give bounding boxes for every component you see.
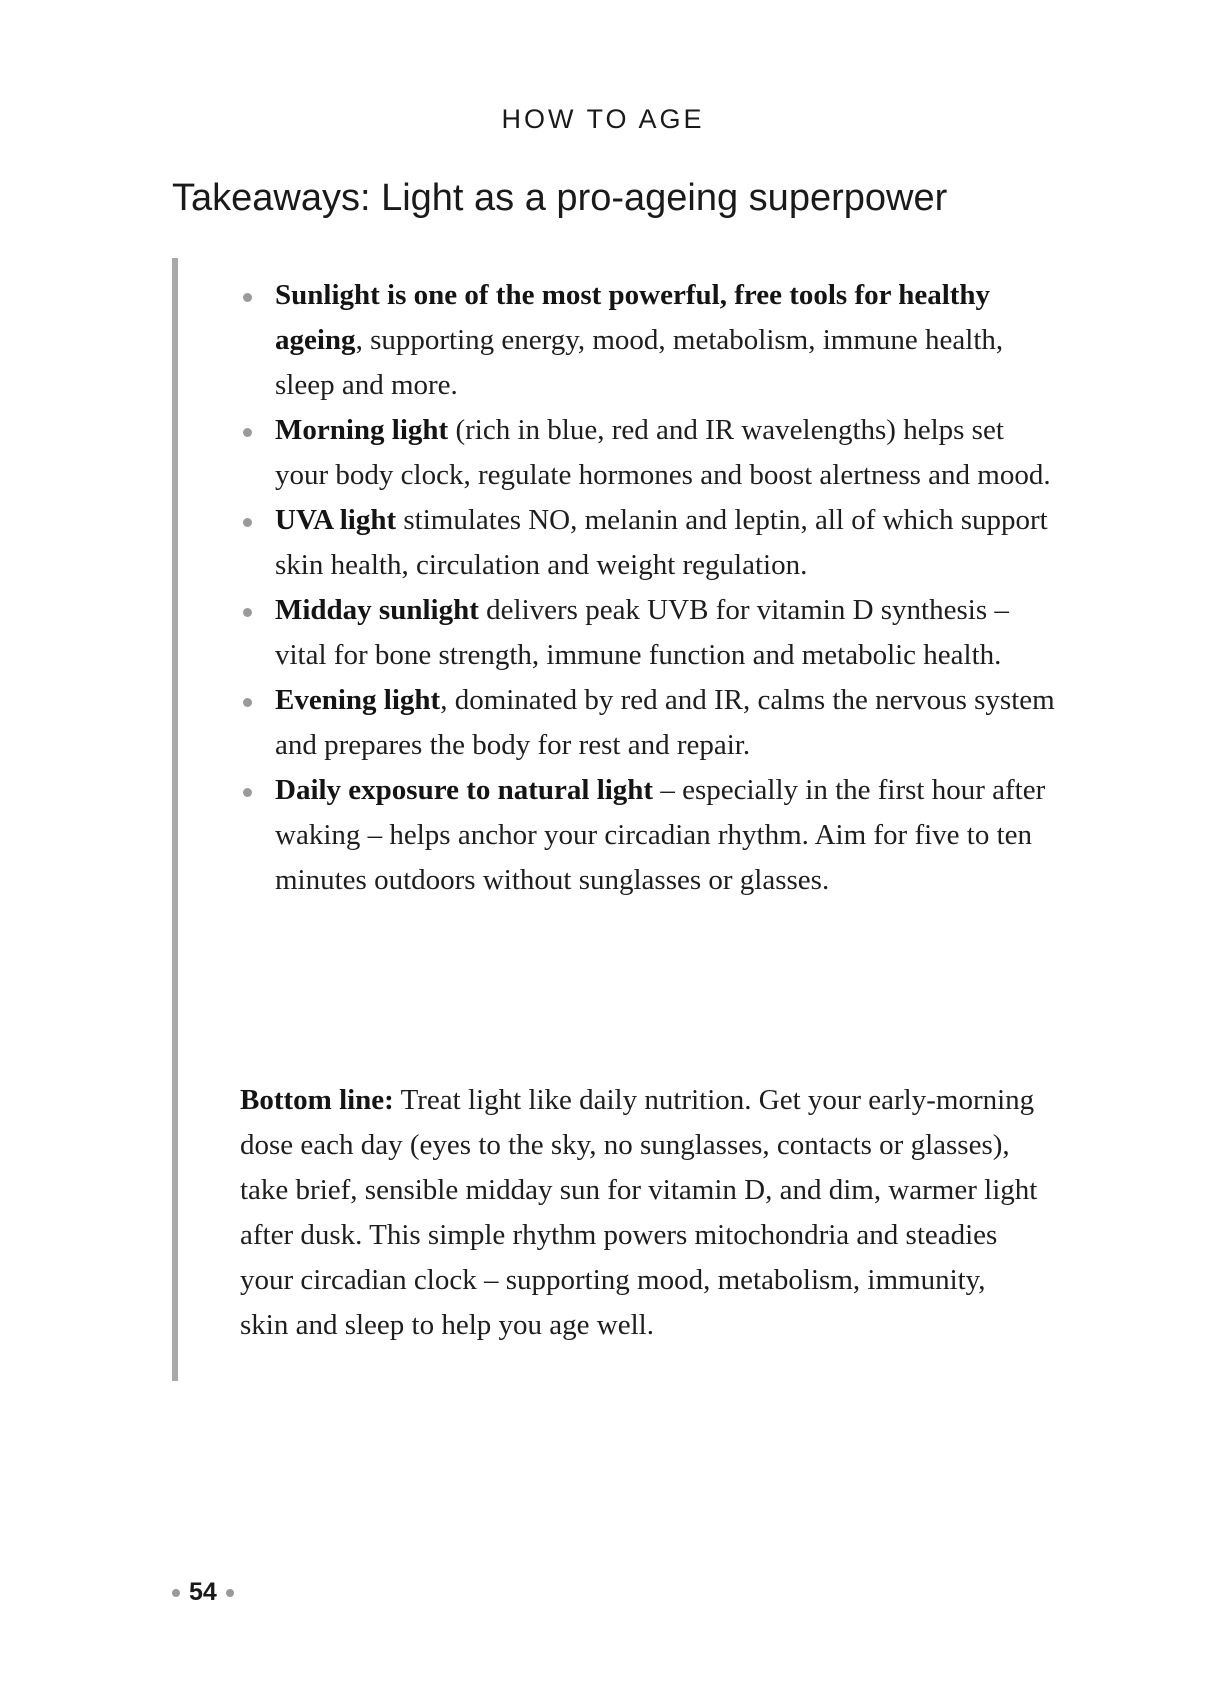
list-item	[240, 498, 1060, 588]
item-lead: Daily exposure to natural light	[275, 774, 654, 806]
dot-icon	[172, 1589, 180, 1597]
section-title: Takeaways: Light as a pro-ageing superpower	[172, 177, 948, 219]
item-text: (rich in blue, red and IR wavelengths) helps set your body clock, regulate hormones and boost alertness and mood.	[275, 414, 1051, 491]
sidebar-rule	[172, 258, 178, 1381]
bullet-icon	[243, 788, 252, 797]
item-text: , dominated by red and IR, calms the nervous system and prepares the body for rest and repair.	[275, 684, 1055, 761]
bottom-line-text: Treat light like daily nutrition. Get your early-morning dose each day (eyes to the sky, no sunglasses, contacts or glasses), take brief, sensible midday sun for vitamin D, and dim, warmer light after dusk. This simple rhythm powers mitochondria and steadies your circadian clock – supporting mood, metabolism, immunity, skin and sleep to help you age well.	[240, 1084, 1038, 1341]
running-head: HOW TO AGE	[501, 104, 705, 134]
list-item	[240, 588, 1060, 678]
item-text: , supporting energy, mood, metabolism, immune health, sleep and more.	[275, 324, 1004, 401]
list-item	[240, 408, 1060, 498]
bottom-line-lead: Bottom line:	[240, 1084, 394, 1116]
item-lead: Morning light	[275, 414, 449, 446]
bullet-icon	[243, 698, 252, 707]
takeaways-list	[240, 273, 1060, 903]
list-item	[240, 273, 1060, 408]
bullet-icon	[243, 293, 252, 302]
item-text: stimulates NO, melanin and leptin, all of which support skin health, circulation and weight regulation.	[275, 504, 1048, 581]
list-item	[240, 678, 1060, 768]
item-lead: UVA light	[275, 504, 397, 536]
item-text: – especially in the first hour after waking – helps anchor your circadian rhythm. Aim for five to ten minutes outdoors without sunglasses or glasses.	[275, 774, 1046, 896]
item-lead: Sunlight is one of the most powerful, free tools for healthy ageing	[275, 279, 991, 356]
bottom-line-paragraph	[240, 1078, 1040, 1348]
item-lead: Evening light	[275, 684, 441, 716]
dot-icon	[226, 1589, 234, 1597]
list-item	[240, 768, 1060, 903]
item-text: delivers peak UVB for vitamin D synthesis – vital for bone strength, immune function and metabolic health.	[275, 594, 1009, 671]
bullet-icon	[243, 518, 252, 527]
bullet-icon	[243, 608, 252, 617]
bullet-icon	[243, 428, 252, 437]
item-lead: Midday sunlight	[275, 594, 479, 626]
page-footer	[172, 1578, 234, 1607]
page-number: 54	[189, 1578, 217, 1606]
